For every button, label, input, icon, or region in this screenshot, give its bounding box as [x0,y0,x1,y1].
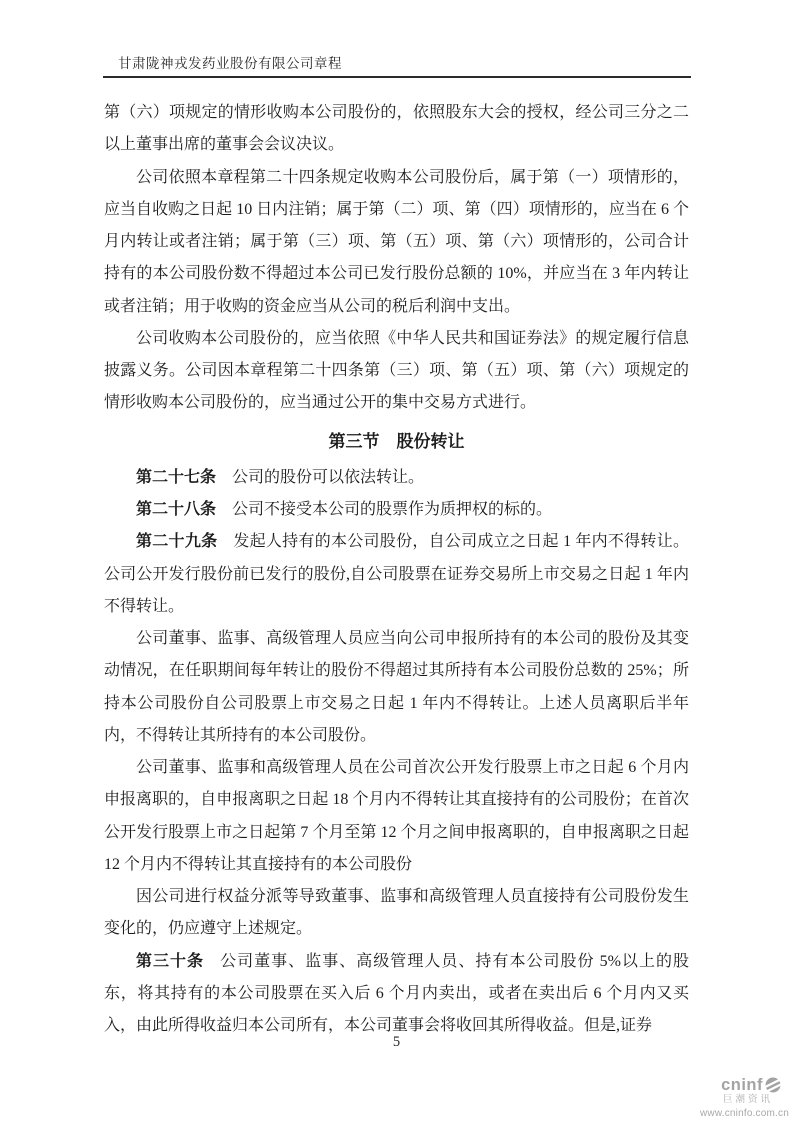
document-body [104,97,689,1042]
article-number: 第二十七条 [136,468,217,486]
paragraph-repurchase-resolution [104,97,689,162]
paragraph-director-declare [104,623,689,752]
logo-brand-text: cninf [721,1076,763,1094]
article-number: 第二十八条 [136,501,217,518]
paragraph-text: 因公司进行权益分派等导致董事、监事和高级管理人员直接持有公司股份发生变化的，仍应遵守上述规定。 [104,888,689,938]
header-rule [103,76,691,78]
logo-url: www.cninfo.com.cn [700,1107,789,1119]
paragraph-info-disclosure [104,323,689,420]
paragraph-director-ipo-lockup [104,752,689,881]
logo-brand-row [721,1076,782,1094]
article-30 [104,946,689,1043]
paragraph-text: 公司的股份可以依法转让。 [232,468,425,486]
paragraph-text: 发起人持有的本公司股份，自公司成立之日起 1 年内不得转让。公司公开发行股份前已发行的股份,自公司股票在证券交易所上市交易之日起 1 年内不得转让。 [104,533,689,615]
article-number: 第二十九条 [136,533,218,551]
article-27 [104,462,689,494]
paragraph-text: 公司董事、监事、高级管理人员、持有本公司股份 5%以上的股东，将其持有的本公司股票在买入后 6 个月内卖出，或者在卖出后 6 个月内又买入，由此所得收益归本公司所有，本公司董事会将收回其所得收益。但是,证券 [104,952,689,1034]
logo-company-name: 巨潮资讯 [722,1094,773,1106]
paragraph-repurchase-disposal [104,162,689,323]
page-number: 5 [392,1034,401,1050]
paragraph-text: 公司董事、监事和高级管理人员在公司首次公开发行股票上市之日起 6 个月内申报离职的，自申报离职之日起 18 个月内不得转让其直接持有的公司股份；在首次公开发行股票上市之日起第 7 个月至第 12 个月之间申报离职的，自申报离职之日起 12 个月内不得转让其直接持有的本公司股份 [104,759,689,873]
paragraph-equity-distribution [104,881,689,946]
section-heading-share-transfer: 第三节 股份转让 [328,431,465,451]
cninfo-swirl-icon [764,1076,782,1094]
paragraph-text: 公司收购本公司股份的，应当依照《中华人民共和国证券法》的规定履行信息披露义务。公司因本章程第二十四条第（三）项、第（五）项、第（六）项规定的情形收购本公司股份的，应当通过公开的集中交易方式进行。 [104,329,689,412]
article-number: 第三十条 [136,952,205,970]
paragraph-text: 公司依照本章程第二十四条规定收购本公司股份后，属于第（一）项情形的，应当自收购之日起 10 日内注销；属于第（二）项、第（四）项情形的，应当在 6 个月内转让或者注销；属于第（三）项、第（五）项、第（六）项情形的，公司合计持有的本公司股份数不得超过本公司已发行股份总额的 10%，并应当在 3 年内转让或者注销；用于收购的资金应当从公司的税后利润中支出。 [104,168,689,315]
article-29 [104,526,689,623]
paragraph-text: 公司不接受本公司的股票作为质押权的标的。 [232,501,553,518]
paragraph-text: 公司董事、监事、高级管理人员应当向公司申报所持有的本公司的股份及其变动情况，在任职期间每年转让的股份不得超过其所持有本公司股份总数的 25%；所持本公司股份自公司股票上市交易之日起 1 年内不得转让。上述人员离职后半年内，不得转让其所持有的本公司股份。 [104,630,689,744]
article-28 [104,494,689,526]
paragraph-text: 第（六）项规定的情形收购本公司股份的，依照股东大会的授权，经公司三分之二以上董事出席的董事会会议决议。 [104,104,689,154]
page-header-title: 甘肃陇神戎发药业股份有限公司章程 [118,56,342,71]
cninfo-logo [700,1076,789,1119]
